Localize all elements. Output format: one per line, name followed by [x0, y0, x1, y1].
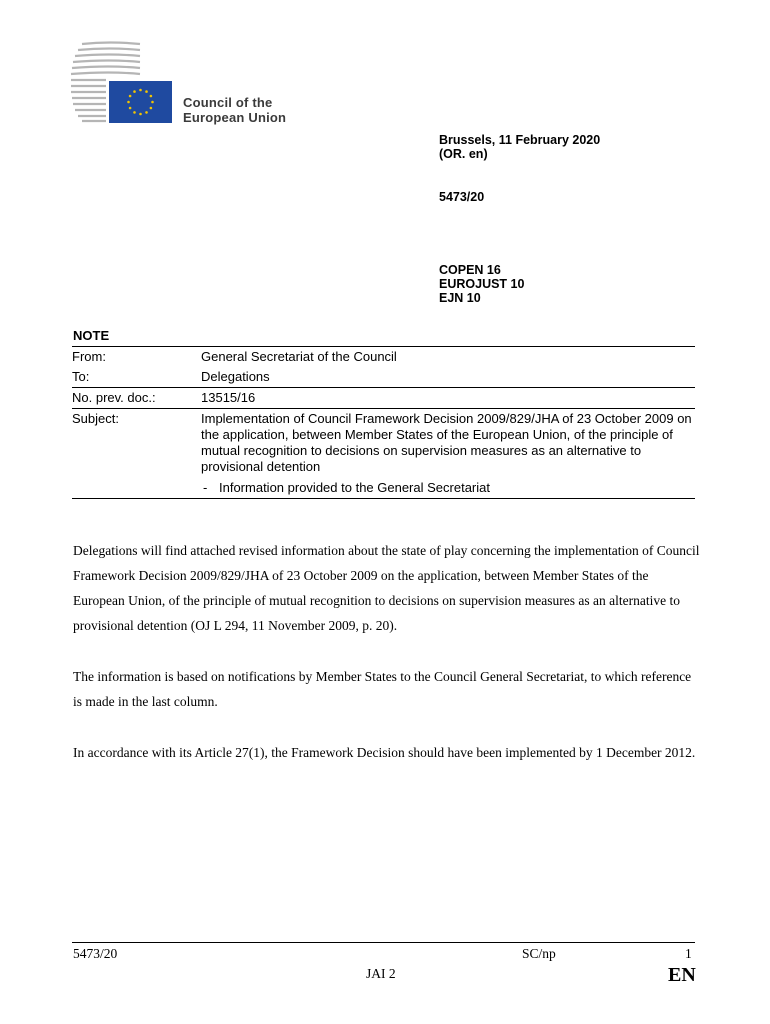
from-value: General Secretariat of the Council [201, 347, 695, 368]
council-logo [70, 40, 180, 126]
flag-star [133, 90, 136, 93]
code-ejn: EJN 10 [439, 291, 481, 305]
subject-sub [201, 477, 695, 499]
from-label: From: [72, 347, 201, 368]
footer-divider [72, 942, 695, 943]
flag-star [129, 95, 132, 98]
subject-value: Implementation of Council Framework Decision 2009/829/JHA of 23 October 2009 on the application, between Member States of the European Union, of the principle of mutual recognition to decisions on supervision measures as an alternative to provisional detention [201, 409, 695, 478]
flag-star [133, 111, 136, 114]
paragraph-3: In accordance with its Article 27(1), the Framework Decision should have been implemented by 1 December 2012. [73, 745, 696, 760]
code-eurojust: EUROJUST 10 [439, 277, 525, 291]
flag-star [145, 111, 148, 114]
document-codes [439, 263, 524, 305]
subject-dash: - [203, 480, 208, 495]
code-copen: COPEN 16 [439, 263, 501, 277]
footer-initials: SC/np [522, 946, 556, 961]
subject-sub-text: Information provided to the General Secretariat [219, 480, 490, 495]
paragraph-2: The information is based on notifications by Member States to the Council General Secretariat, to which reference is made in the last column. [73, 669, 692, 709]
note-row-to [72, 367, 695, 388]
flag-star [145, 90, 148, 93]
flag-star [139, 113, 142, 116]
subject-label: Subject: [72, 409, 201, 478]
paragraph-1: Delegations will find attached revised information about the state of play concerning the implementation of Council Framework Decision 2009/829/JHA of 23 October 2009 on the application, between Member States of the European Union, of the principle of mutual recognition to decisions on supervision measures as an alternative to provisional detention (OJ L 294, 11 November 2009, p. 20). [73, 543, 700, 633]
to-label: To: [72, 369, 90, 384]
footer-doc-number: 5473/20 [73, 946, 118, 961]
footer-language: EN [668, 964, 696, 986]
org-name-line2: European Union [183, 110, 287, 125]
flag-star [151, 101, 154, 104]
flag-star [150, 95, 153, 98]
note-table [72, 346, 695, 499]
council-building-icon [70, 40, 180, 126]
org-name-line1: Council of the [183, 95, 273, 110]
original-language: (OR. en) [439, 147, 488, 161]
document-date: Brussels, 11 February 2020 [439, 133, 601, 147]
date-block [439, 133, 600, 161]
flag-star [139, 89, 142, 92]
flag-star [129, 107, 132, 110]
body-text [73, 538, 703, 791]
note-title: NOTE [73, 328, 110, 343]
prev-doc-label: No. prev. doc.: [72, 388, 201, 409]
note-row-subject-sub [72, 477, 695, 499]
organization-name [183, 95, 286, 125]
note-row-prev-doc [72, 388, 695, 409]
footer-page-number: 1 [685, 946, 692, 961]
note-row-from [72, 347, 695, 368]
document-number: 5473/20 [439, 190, 485, 204]
flag-star [127, 101, 130, 104]
flag-star [150, 107, 153, 110]
footer-department: JAI 2 [366, 966, 396, 981]
note-row-subject [72, 409, 695, 478]
prev-doc-value: 13515/16 [201, 388, 695, 409]
to-value: Delegations [201, 369, 270, 384]
